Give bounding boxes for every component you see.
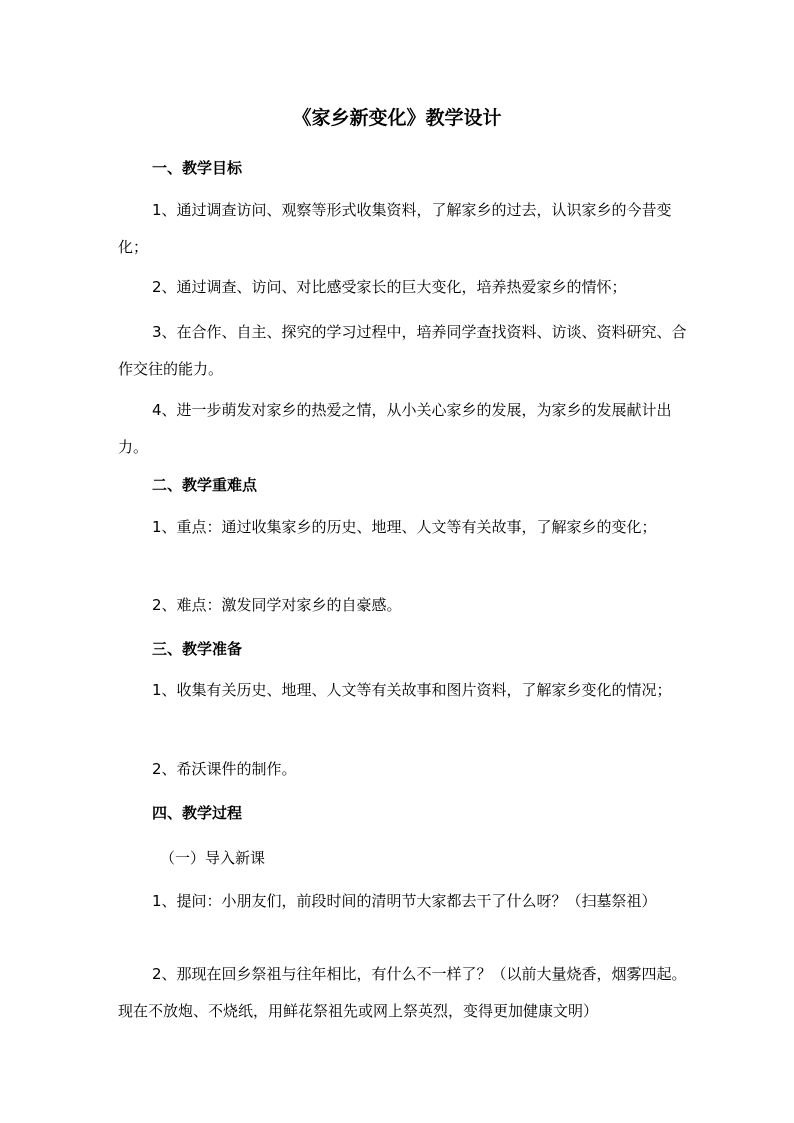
objective-item-1: 1、通过调查访问、观察等形式收集资料，了解家乡的过去，认识家乡的今昔变化； (118, 201, 672, 256)
preparation-item-1: 1、收集有关历史、地理、人文等有关故事和图片资料，了解家乡变化的情况； (152, 681, 672, 699)
objective-item-3: 3、在合作、自主、探究的学习过程中，培养同学查找资料、访谈、资料研究、合作交往的能力。 (118, 323, 687, 378)
section-heading-objectives: 一、教学目标 (152, 159, 243, 177)
section-heading-process: 四、教学过程 (152, 804, 243, 822)
process-subheading-intro: （一）导入新课 (160, 849, 266, 867)
section-heading-preparation: 三、教学准备 (152, 640, 243, 658)
document-title: 《家乡新变化》教学设计 (292, 107, 502, 129)
process-item-2: 2、那现在回乡祭祖与往年相比，有什么不一样了？（以前大量烧香，烟雾四起。现在不放炮、不烧纸，用鲜花祭祖先或网上祭英烈，变得更加健康文明） (118, 965, 687, 1020)
section-heading-key-points: 二、教学重难点 (152, 476, 258, 494)
objective-item-2: 2、通过调查、访问、对比感受家长的巨大变化，培养热爱家乡的情怀； (152, 278, 627, 296)
key-point-item-2: 2、难点：激发同学对家乡的自豪感。 (152, 596, 402, 614)
key-point-item-1: 1、重点：通过收集家乡的历史、地理、人文等有关故事，了解家乡的变化； (152, 518, 657, 536)
process-item-1: 1、提问：小朋友们，前段时间的清明节大家都去干了什么呀？（扫墓祭祖） (152, 892, 657, 910)
objective-item-4: 4、进一步萌发对家乡的热爱之情，从小关心家乡的发展，为家乡的发展献计出力。 (118, 401, 672, 456)
preparation-item-2: 2、希沃课件的制作。 (152, 760, 297, 778)
